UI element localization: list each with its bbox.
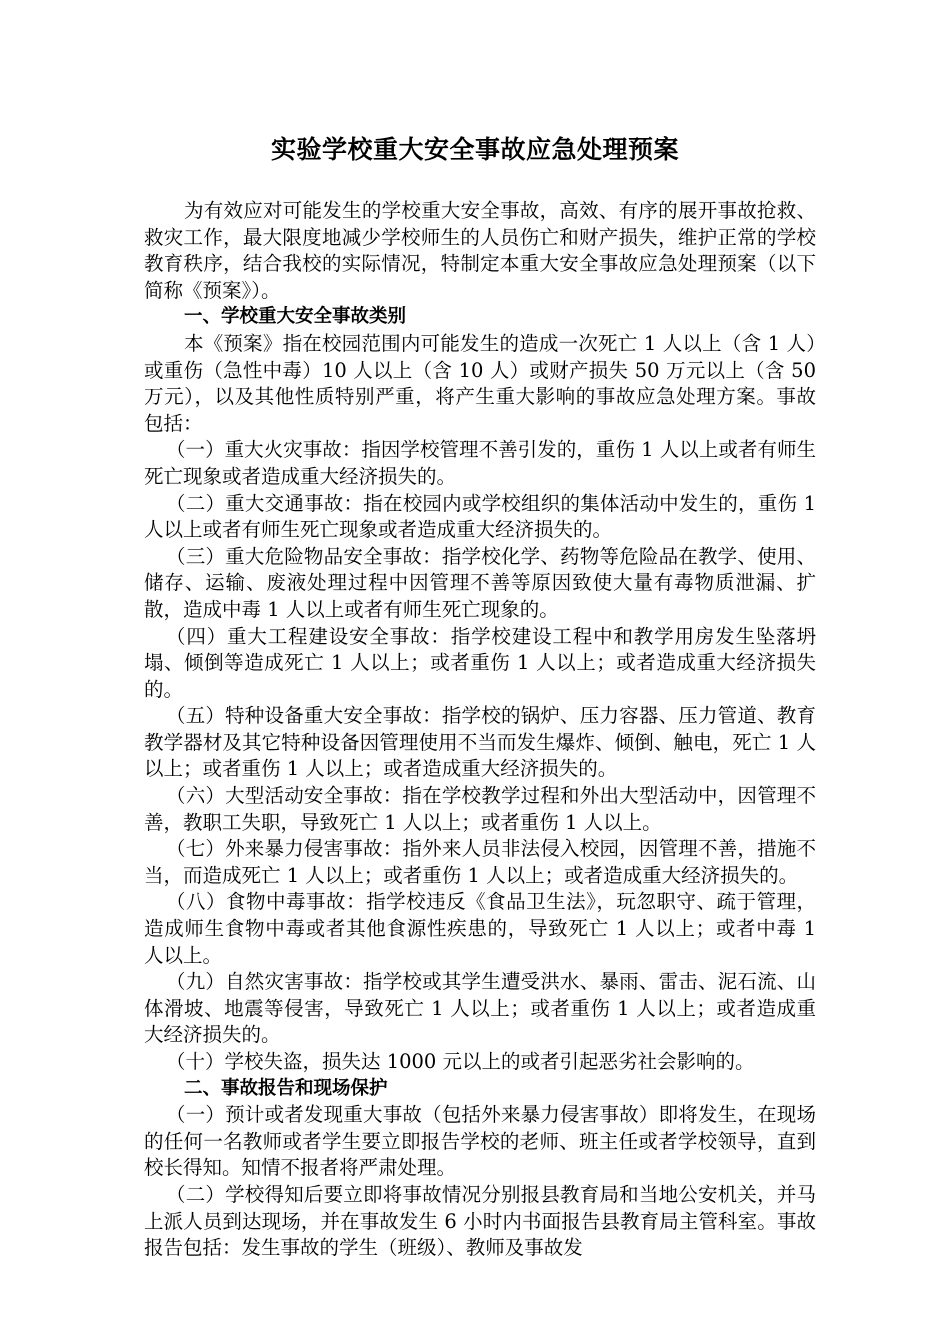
- section-1-item: （一）重大火灾事故：指因学校管理不善引发的，重伤 1 人以上或者有师生死亡现象或者造成重大经济损失的。: [144, 438, 816, 488]
- document-title: 实验学校重大安全事故应急处理预案: [270, 135, 679, 164]
- section-1-item: （三）重大危险物品安全事故：指学校化学、药物等危险品在教学、使用、储存、运输、废液处理过程中因管理不善等原因致使大量有毒物质泄漏、扩散，造成中毒 1 人以上或者有师生死亡现象的。: [144, 544, 816, 621]
- section-1-item: （二）重大交通事故：指在校园内或学校组织的集体活动中发生的，重伤 1 人以上或者有师生死亡现象或者造成重大经济损失的。: [144, 491, 816, 542]
- section-1-lead-paragraph: 本《预案》指在校园范围内可能发生的造成一次死亡 1 人以上（含 1 人）或重伤（急性中毒）10 人以上（含 10 人）或财产损失 50 万元以上（含 50 万元），以及其他性质特别严重，将产生重大影响的事故应急处理方案。事故包括：: [144, 331, 816, 435]
- section-2-heading: 二、事故报告和现场保护: [184, 1077, 388, 1099]
- section-1-item: （九）自然灾害事故：指学校或其学生遭受洪水、暴雨、雷击、泥石流、山体滑坡、地震等侵害，导致死亡 1 人以上；或者重伤 1 人以上；或者造成重大经济损失的。: [144, 970, 816, 1047]
- section-1-item: （六）大型活动安全事故：指在学校教学过程和外出大型活动中，因管理不善，教职工失职，导致死亡 1 人以上；或者重伤 1 人以上。: [144, 784, 816, 834]
- section-1-item: （五）特种设备重大安全事故：指学校的锅炉、压力容器、压力管道、教育教学器材及其它特种设备因管理使用不当而发生爆炸、倾倒、触电，死亡 1 人以上；或者重伤 1 人以上；或者造成重大经济损失的。: [144, 704, 816, 781]
- section-2-item: （一）预计或者发现重大事故（包括外来暴力侵害事故）即将发生，在现场的任何一名教师或者学生要立即报告学校的老师、班主任或者学校领导，直到校长得知。知情不报者将严肃处理。: [144, 1103, 816, 1180]
- section-2-item: （二）学校得知后要立即将事故情况分别报县教育局和当地公安机关，并马上派人员到达现场，并在事故发生 6 小时内书面报告县教育局主管科室。事故报告包括：发生事故的学生（班级）、教师及事故发: [144, 1182, 816, 1260]
- section-1-item: （七）外来暴力侵害事故：指外来人员非法侵入校园，因管理不善，措施不当，而造成死亡 1 人以上；或者重伤 1 人以上；或者造成重大经济损失的。: [144, 837, 816, 887]
- section-1-item: （四）重大工程建设安全事故：指学校建设工程中和教学用房发生坠落坍塌、倾倒等造成死亡 1 人以上；或者重伤 1 人以上；或者造成重大经济损失的。: [144, 624, 816, 701]
- intro-paragraph: 为有效应对可能发生的学校重大安全事故，高效、有序的展开事故抢救、救灾工作，最大限度地减少学校师生的人员伤亡和财产损失，维护正常的学校教育秩序，结合我校的实际情况，特制定本重大安全事故应急处理预案（以下简称《预案》）。: [144, 199, 816, 302]
- document-body: [144, 198, 816, 1262]
- section-1-item: （十）学校失盗，损失达 1000 元以上的或者引起恶劣社会影响的。: [166, 1050, 755, 1073]
- section-1-item: （八）食物中毒事故：指学校违反《食品卫生法》，玩忽职守、疏于管理，造成师生食物中毒或者其他食源性疾患的，导致死亡 1 人以上；或者中毒 1 人以上。: [144, 890, 816, 967]
- section-1-heading: 一、学校重大安全事故类别: [184, 306, 407, 328]
